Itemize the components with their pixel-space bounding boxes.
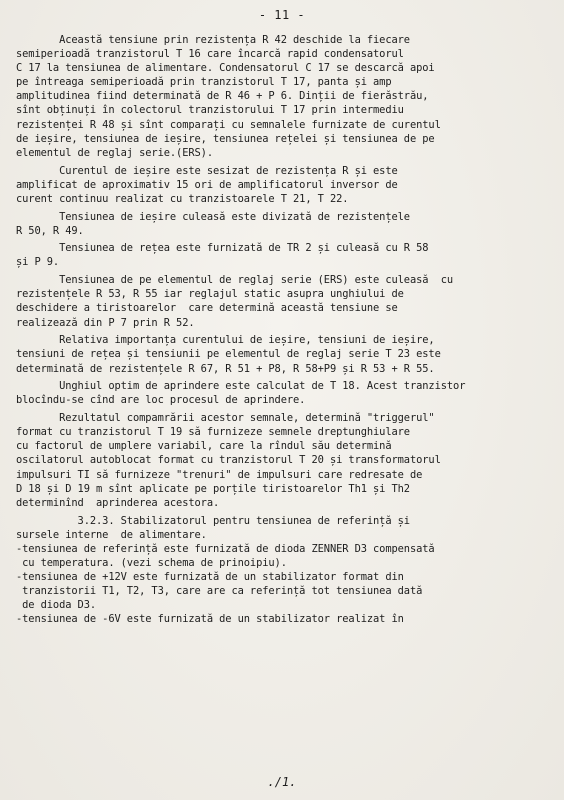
text-line: tranzistorii T1, T2, T3, care are ca referință tot tensiunea dată xyxy=(16,584,423,597)
text-line: R 50, R 49. xyxy=(16,224,84,237)
text-line: oscilatorul autoblocat format cu tranzistorul T 20 și transformatorul xyxy=(16,454,441,467)
text-line: -tensiunea de referință este furnizată de dioda ZENNER D3 compensată xyxy=(16,542,435,555)
text-line: semiperioadă tranzistorul T 16 care încarcă rapid condensatorul xyxy=(16,48,404,61)
text-line: cu temperatura. (vezi schema de prinoipiu). xyxy=(16,556,287,569)
paragraph xyxy=(16,210,552,238)
paragraph xyxy=(16,514,552,627)
text-line: Tensiunea de ieșire culeasă este divizată de rezistențele xyxy=(16,210,410,223)
body-text xyxy=(16,33,552,626)
text-line: -tensiunea de -6V este furnizată de un stabilizator realizat în xyxy=(16,613,404,626)
text-line: impulsuri TI să furnizeze "trenuri" de impulsuri care redresate de xyxy=(16,468,423,481)
text-line: Relativa importanța curentului de ieșire, tensiuni de ieșire, xyxy=(16,334,435,347)
paragraph xyxy=(16,333,552,375)
text-line: Unghiul optim de aprindere este calculat de T 18. Acest tranzistor xyxy=(16,380,466,393)
text-line: tensiuni de rețea și tensiunii pe elementul de reglaj serie T 23 este xyxy=(16,348,441,361)
text-line: Rezultatul compamrării acestor semnale, determină "triggerul" xyxy=(16,412,435,425)
paragraph xyxy=(16,273,552,329)
paragraph xyxy=(16,379,552,407)
text-line: Tensiunea de pe elementul de reglaj serie (ERS) este culeasă cu xyxy=(16,274,454,287)
text-line: de ieșire, tensiunea de ieșire, tensiunea rețelei și tensiunea de pe xyxy=(16,132,435,145)
page-number: - 11 - xyxy=(258,8,306,22)
text-line: curent continuu realizat cu tranzistoarele T 21, T 22. xyxy=(16,192,349,205)
text-line: amplitudinea fiind determinată de R 46 + P 6. Dinții de fierăstrău, xyxy=(16,90,429,103)
text-line: -tensiunea de +12V este furnizată de un stabilizator format din xyxy=(16,570,404,583)
text-line: elementul de reglaj serie.(ERS). xyxy=(16,146,213,159)
text-line: Această tensiune prin rezistența R 42 deschide la fiecare xyxy=(16,34,410,46)
text-line: determinată de rezistențele R 67, R 51 + P8, R 58+P9 și R 53 + R 55. xyxy=(16,362,435,375)
text-line: deschidere a tiristoarelor care determină această tensiune se xyxy=(16,302,398,315)
text-line: sînt obținuți în colectorul tranzistorului T 17 prin intermediu xyxy=(16,104,404,117)
text-line: și P 9. xyxy=(16,256,60,269)
text-line: blocîndu-se cînd are loc procesul de aprindere. xyxy=(16,394,306,407)
text-line: Tensiunea de rețea este furnizată de TR 2 și culeasă cu R 58 xyxy=(16,242,429,255)
text-line: Curentul de ieșire este sesizat de rezistența R și este xyxy=(16,164,398,177)
paragraph xyxy=(16,33,552,160)
text-line: realizează din P 7 prin R 52. xyxy=(16,316,195,329)
text-line: format cu tranzistorul T 19 să furnizeze semnele dreptunghiulare xyxy=(16,426,410,439)
text-line: de dioda D3. xyxy=(16,599,97,612)
continuation-mark: ./1. xyxy=(267,775,297,789)
text-line: 3.2.3. Stabilizatorul pentru tensiunea de referință și xyxy=(16,514,410,527)
text-line: sursele interne de alimentare. xyxy=(16,528,207,541)
text-line: cu factorul de umplere variabil, care la rîndul său determină xyxy=(16,440,392,453)
text-line: C 17 la tensiunea de alimentare. Condensatorul C 17 se descarcă apoi xyxy=(16,62,435,75)
text-line: pe întreaga semiperioadă prin tranzistorul T 17, panta și amp xyxy=(16,76,392,89)
text-line: rezistenței R 48 și sînt comparați cu semnalele furnizate de curentul xyxy=(16,118,441,131)
paragraph xyxy=(16,411,552,510)
text-line: amplificat de aproximativ 15 ori de amplificatorul inversor de xyxy=(16,178,398,191)
paragraph xyxy=(16,164,552,206)
text-line: D 18 și D 19 m sînt aplicate pe porțile tiristoarelor Th1 și Th2 xyxy=(16,482,410,495)
text-line: determinînd aprinderea acestora. xyxy=(16,496,220,509)
text-line: rezistențele R 53, R 55 iar reglajul static asupra unghiului de xyxy=(16,288,404,301)
paragraph xyxy=(16,241,552,269)
